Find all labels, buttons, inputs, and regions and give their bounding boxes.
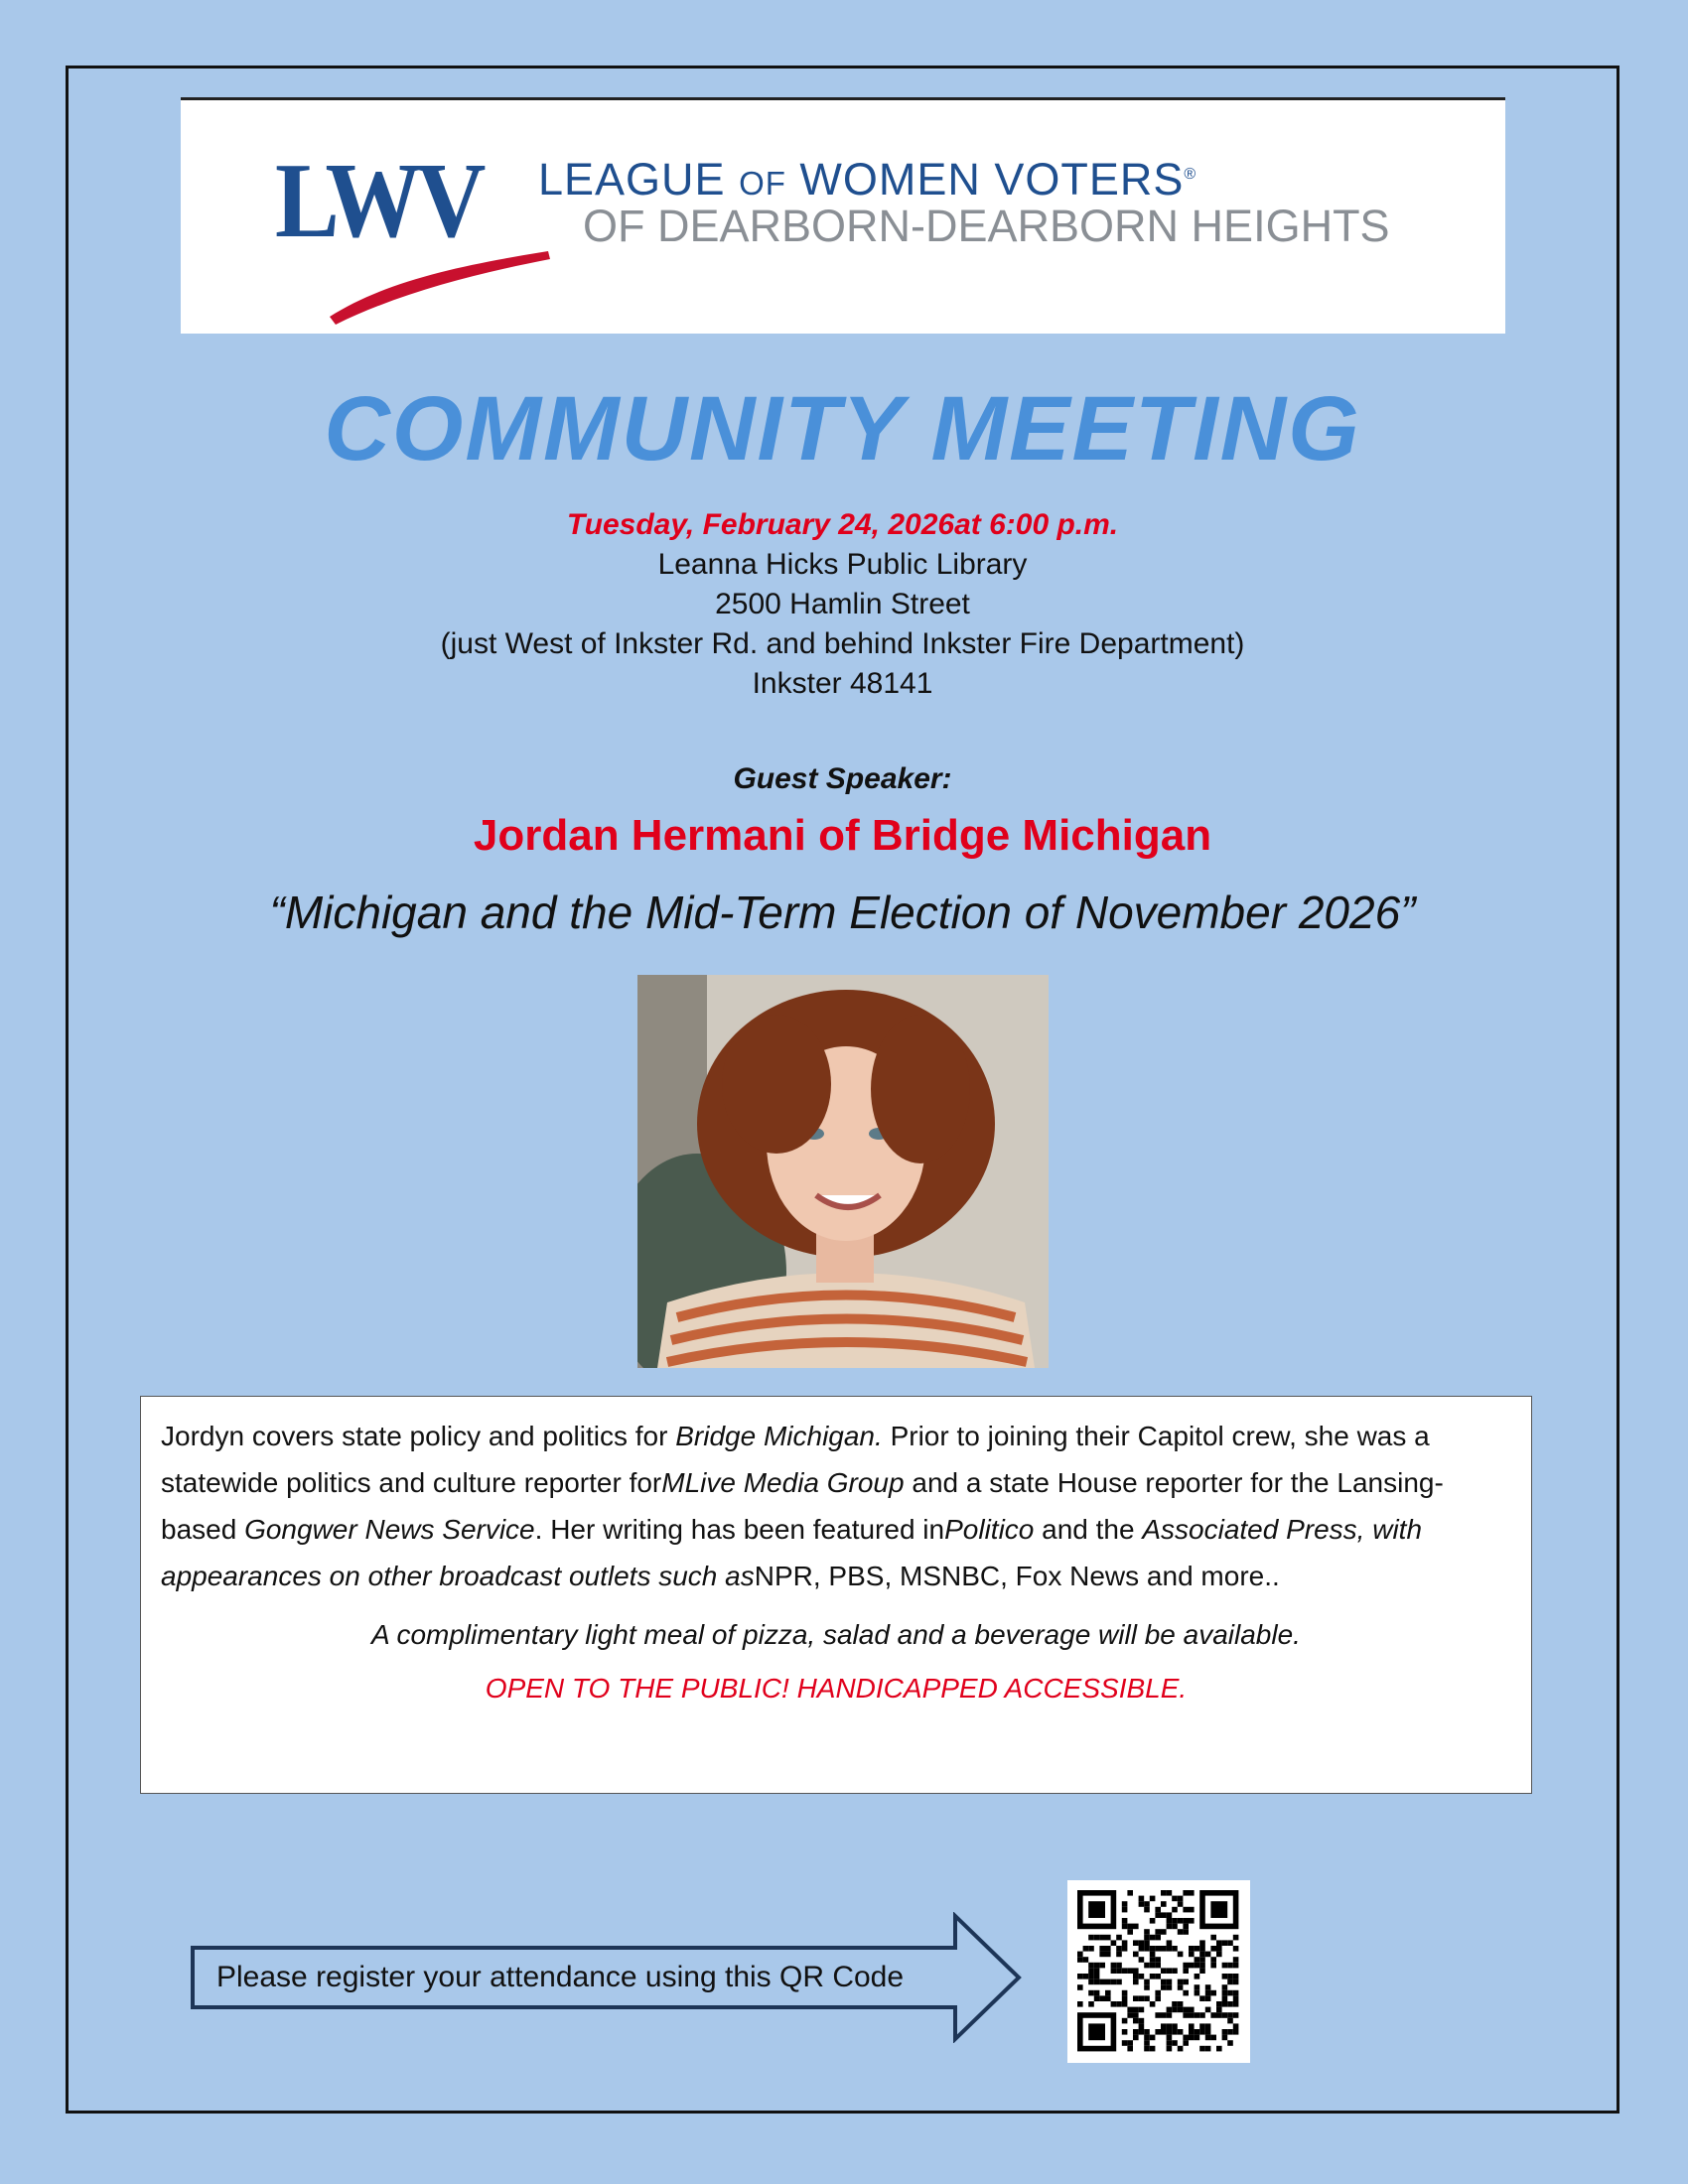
speaker-name: Jordan Hermani of Bridge Michigan <box>473 811 1212 860</box>
venue-directions: (just West of Inkster Rd. and behind Inkster Fire Department) <box>440 627 1245 660</box>
registration-qr-code[interactable] <box>1067 1880 1250 2063</box>
venue-city: Inkster 48141 <box>752 667 933 700</box>
guest-speaker-label: Guest Speaker: <box>733 762 952 795</box>
speaker-bio: Jordyn covers state policy and politics for Bridge Michigan. Prior to joining their Capitol crew, she was a statewide politics and culture reporter forMLive Media Group and a state House reporter for the Lansing-based Gongwer News Service. Her writing has been featured inPolitico and the Associated Press, with appearances on other broadcast outlets such asNPR, PBS, MSNBC, Fox News and more.. <box>161 1421 1444 1591</box>
lwv-logo-mark: LWV <box>275 142 482 260</box>
accessibility-note: OPEN TO THE PUBLIC! HANDICAPPED ACCESSIBLE. <box>485 1673 1188 1704</box>
venue-name: Leanna Hicks Public Library <box>657 548 1028 581</box>
red-swoosh-icon <box>320 209 558 329</box>
talk-title: “Michigan and the Mid-Term Election of November 2026” <box>269 887 1416 938</box>
logo-org-name: LEAGUE OF WOMEN VOTERS® <box>538 154 1197 205</box>
meal-note: A complimentary light meal of pizza, salad and a beverage will be available. <box>371 1619 1301 1650</box>
lwv-logo-banner <box>181 97 1505 334</box>
page-title: COMMUNITY MEETING <box>324 378 1361 479</box>
speaker-photo <box>637 975 1049 1368</box>
logo-chapter-name: OF DEARBORN-DEARBORN HEIGHTS <box>583 201 1390 251</box>
event-datetime: Tuesday, February 24, 2026at 6:00 p.m. <box>566 508 1119 541</box>
venue-street: 2500 Hamlin Street <box>715 588 970 620</box>
register-instruction: Please register your attendance using this QR Code <box>216 1961 905 1993</box>
speaker-bio-box <box>140 1396 1532 1794</box>
